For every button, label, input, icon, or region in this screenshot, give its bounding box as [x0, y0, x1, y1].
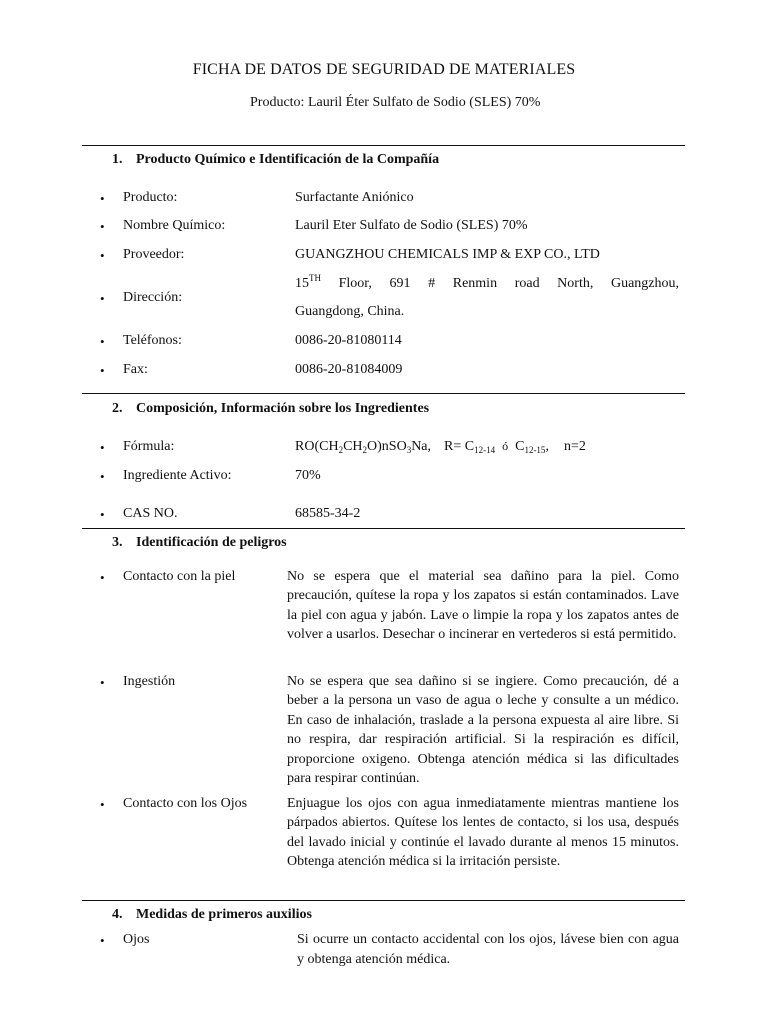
bullet-icon: • — [100, 797, 105, 812]
bullet-icon: • — [100, 507, 105, 522]
section-heading-4: 4. Medidas de primeros auxilios — [112, 907, 312, 922]
field-value: Enjuague los ojos con agua inmediatamente mientras mantiene los párpados abiertos. Quítese los lentes de contacto, si los usa, después del lavado inicial y continúe el lavado durante al menos 15 minutos. Obtenga atención médica si la irritación persiste. — [287, 796, 679, 870]
address-line-1: 15TH Floor, 691 # Renmin road North, Guangzhou, — [295, 273, 679, 291]
field-label: Proveedor: — [123, 247, 185, 262]
bullet-icon: • — [100, 469, 105, 484]
section-divider — [82, 900, 685, 901]
formula-value: $RO(CH_2CH_2O)nSO_3Na$, $R= C_{12-14}$ ó $C_{12-15}$, n=2 — [295, 439, 586, 455]
bullet-icon: • — [100, 933, 105, 948]
field-label: Ingrediente Activo: — [123, 468, 232, 483]
field-label: Nombre Químico: — [123, 218, 226, 233]
field-value: 0086-20-81080114 — [295, 333, 402, 348]
field-value: 70% — [295, 468, 321, 483]
field-label: Contacto con la piel — [123, 569, 236, 584]
document-title: FICHA DE DATOS DE SEGURIDAD DE MATERIALES — [192, 61, 576, 78]
field-label: Teléfonos: — [123, 333, 182, 348]
field-value: Surfactante Aniónico — [295, 190, 414, 205]
field-value: 68585-34-2 — [295, 506, 361, 521]
section-divider — [82, 393, 685, 394]
field-value: Si ocurre un contacto accidental con los ojos, lávese bien con agua y obtenga atención médica. — [297, 932, 679, 967]
field-label: Fórmula: — [123, 439, 175, 454]
field-value: No se espera que el material sea dañino para la piel. Como precaución, quítese la ropa y los zapatos si están contaminados. Lave la piel con agua y jabón. Lave o limpie la ropa y los zapatos antes de volver a usarlos. Desechar o incinerar en vertederos si está permitido. — [287, 569, 679, 643]
field-value: No se espera que sea dañino si se ingiere. Como precaución, dé a beber a la persona un vaso de agua o leche y consulte a un médico. En caso de inhalación, traslade a la persona expuesta al aire libre. Si no respira, dar respiración artificial. Si la respiración es difícil, proporcione oxigeno. Obtenga atención médica si las dificultades para respirar continúan. — [287, 674, 679, 787]
bullet-icon: • — [100, 219, 105, 234]
bullet-icon: • — [100, 248, 105, 263]
field-label: Contacto con los Ojos — [123, 796, 248, 811]
field-label: Ingestión — [123, 674, 176, 689]
section-divider — [82, 145, 685, 146]
document-subtitle: Producto: Lauril Éter Sulfato de Sodio (SLES) 70% — [250, 95, 541, 110]
field-label: Producto: — [123, 190, 178, 205]
section-heading-2: 2. Composición, Información sobre los Ingredientes — [112, 401, 430, 416]
bullet-icon: • — [100, 191, 105, 206]
field-label: Fax: — [123, 362, 148, 377]
field-label: Dirección: — [123, 290, 183, 305]
bullet-icon: • — [100, 675, 105, 690]
field-label: CAS NO. — [123, 506, 178, 521]
field-value: Lauril Eter Sulfato de Sodio (SLES) 70% — [295, 218, 528, 233]
bullet-icon: • — [100, 334, 105, 349]
field-value: GUANGZHOU CHEMICALS IMP & EXP CO., LTD — [295, 247, 600, 262]
section-heading-1: 1. Producto Químico e Identificación de la Compañía — [112, 152, 440, 167]
bullet-icon: • — [100, 440, 105, 455]
section-divider — [82, 528, 685, 529]
field-value — [295, 270, 679, 326]
bullet-icon: • — [100, 570, 105, 585]
address-line-2: Guangdong, China. — [295, 304, 405, 319]
bullet-icon: • — [100, 363, 105, 378]
section-heading-3: 3. Identificación de peligros — [112, 535, 287, 550]
field-value: 0086-20-81084009 — [295, 362, 403, 377]
bullet-icon: • — [100, 291, 105, 306]
field-label: Ojos — [123, 932, 150, 947]
